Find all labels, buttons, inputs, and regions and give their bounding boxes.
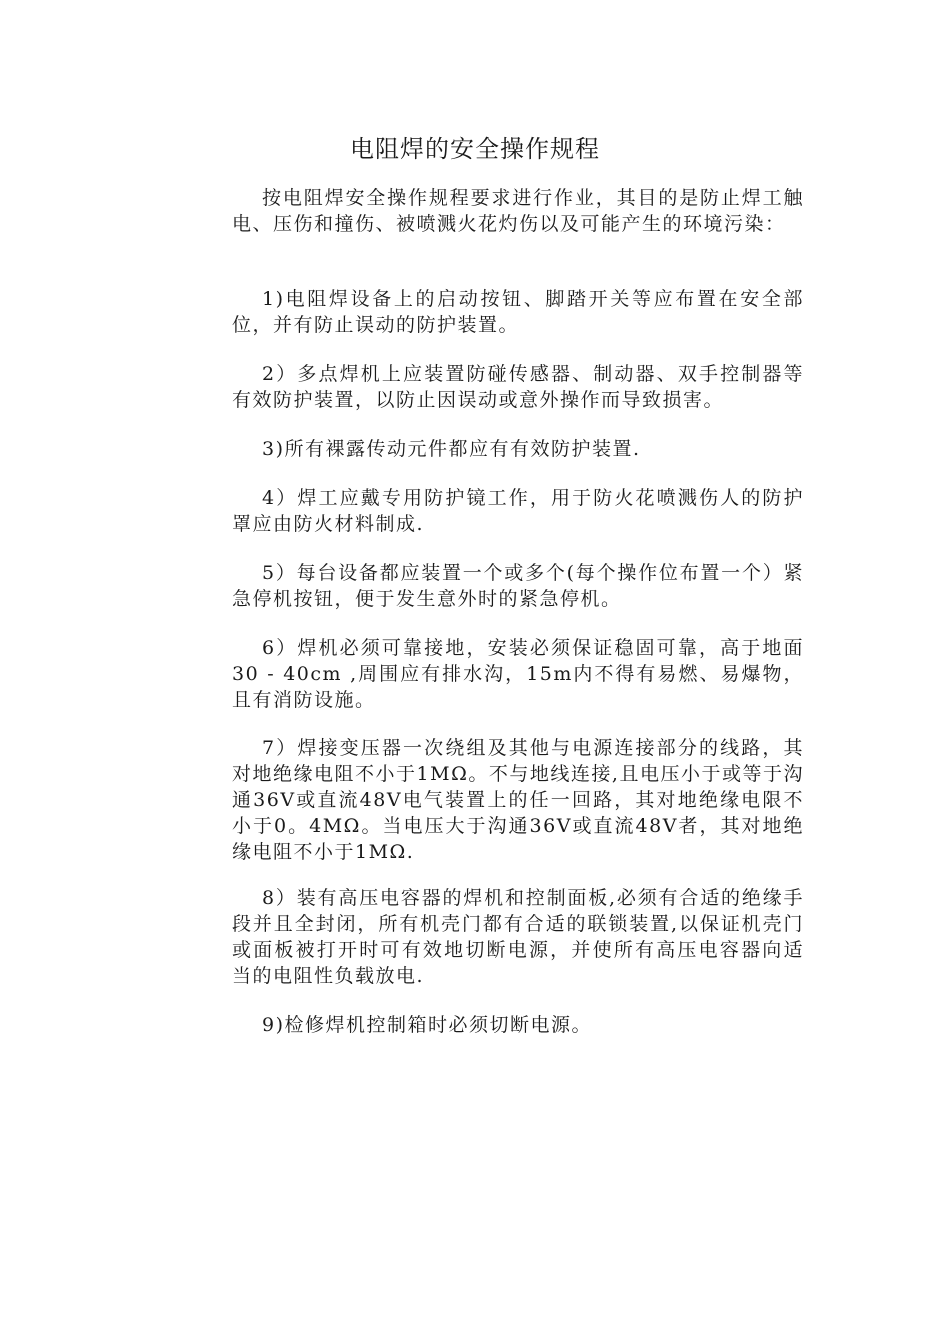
intro-paragraph: 按电阻焊安全操作规程要求进行作业，其目的是防止焊工触电、压伤和撞伤、被喷溅火花灼伤以及可能产生的环境污染： [232,187,804,235]
rule-item-5: 5）每台设备都应装置一个或多个(每个操作位布置一个）紧急停机按钮，便于发生意外时的紧急停机。 [232,562,804,610]
rule-item-4: 4）焊工应戴专用防护镜工作，用于防火花喷溅伤人的防护罩应由防火材料制成. [232,487,804,535]
rule-item-8: 8）装有高压电容器的焊机和控制面板,必须有合适的绝缘手段并且全封闭，所有机壳门都有合适的联锁装置,以保证机壳门或面板被打开时可有效地切断电源，并使所有高压电容器向适当的电阻性负载放电. [232,887,804,987]
rule-item-2: 2）多点焊机上应装置防碰传感器、制动器、双手控制器等有效防护装置，以防止因误动或意外操作而导致损害。 [232,363,804,411]
rule-item-7: 7）焊接变压器一次绕组及其他与电源连接部分的线路，其对地绝缘电阻不小于1MΩ。不与地线连接,且电压小于或等于沟通36V或直流48V电气装置上的任一回路，其对地绝缘电限不小于0。4MΩ。当电压大于沟通36V或直流48V者，其对地绝缘电阻不小于1MΩ. [232,737,804,863]
rule-item-9: 9)检修焊机控制箱时必须切断电源。 [262,1014,593,1036]
rule-item-6: 6）焊机必须可靠接地，安装必须保证稳固可靠，高于地面 30 - 40cm ,周围应有排水沟，15m内不得有易燃、易爆物，且有消防设施。 [232,637,804,711]
rule-item-1: 1)电阻焊设备上的启动按钮、脚踏开关等应布置在安全部位，并有防止误动的防护装置。 [232,288,804,336]
rule-item-3: 3)所有裸露传动元件都应有有效防护装置. [262,438,641,460]
document-title: 电阻焊的安全操作规程 [350,135,600,163]
